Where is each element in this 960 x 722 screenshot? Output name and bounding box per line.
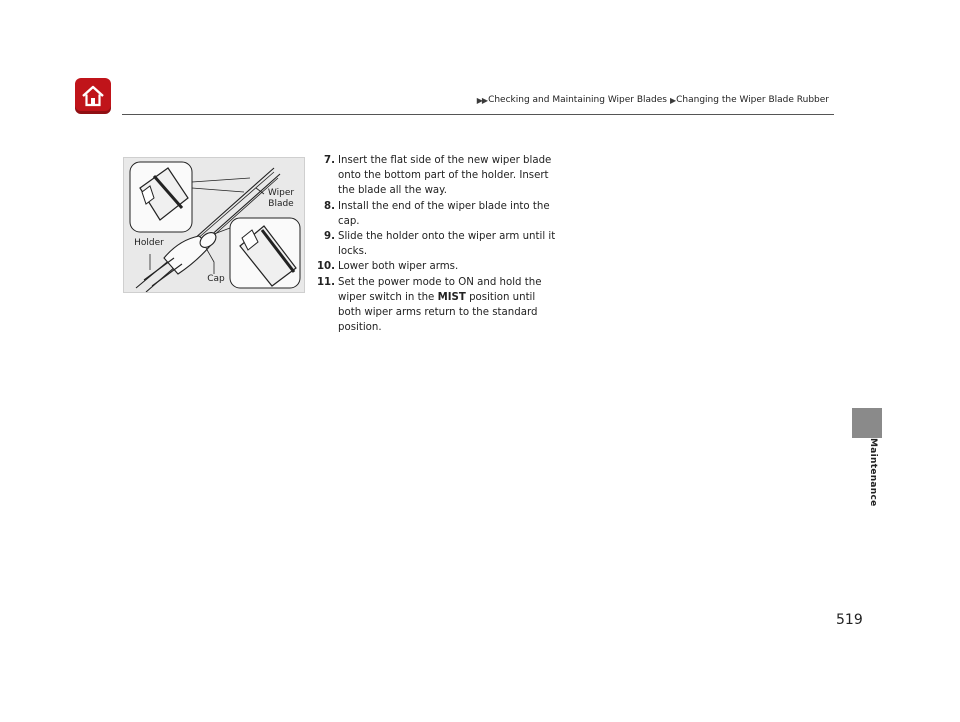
breadcrumb-item-changing-rubber[interactable]: Changing the Wiper Blade Rubber — [676, 95, 829, 105]
step-text: Lower both wiper arms. — [338, 261, 459, 273]
step-number: 11. — [316, 276, 335, 288]
step-number: 10. — [316, 261, 335, 273]
step-text-before: Set the power mode to ON and hold the wiper switch in the — [338, 276, 542, 303]
step-number: 7. — [324, 155, 335, 166]
triangle-right-icon: ▶ — [669, 95, 676, 105]
section-tab-label: Maintenance — [868, 438, 878, 507]
section-tab[interactable] — [852, 408, 882, 438]
wiper-blade-label-line1: Wiper — [267, 188, 295, 198]
step-7 — [310, 153, 560, 199]
page-number: 519 — [836, 612, 863, 628]
mist-position-term: MIST — [437, 291, 466, 303]
wiper-blade-label — [264, 188, 298, 210]
wiper-blade-illustration — [123, 157, 305, 293]
step-9 — [310, 229, 560, 259]
step-text: Insert the flat side of the new wiper blade onto the bottom part of the holder. Insert the blade all the way. — [338, 155, 552, 197]
breadcrumb-item-wiper-blades[interactable]: Checking and Maintaining Wiper Blades — [488, 95, 667, 105]
step-text: Slide the holder onto the wiper arm until it locks. — [338, 231, 556, 258]
holder-label: Holder — [134, 238, 164, 248]
triangle-right-icon: ▶▶ — [476, 95, 488, 105]
step-text: Install the end of the wiper blade into the cap. — [338, 200, 550, 227]
step-number: 8. — [324, 200, 335, 212]
step-10 — [310, 259, 560, 274]
section-tab-label-wrap — [838, 438, 898, 507]
step-8 — [310, 199, 560, 229]
wiper-blade-label-line2: Blade — [268, 199, 294, 209]
breadcrumb — [477, 95, 832, 105]
home-icon — [80, 83, 106, 109]
home-button[interactable] — [75, 78, 111, 114]
wiper-diagram — [124, 158, 304, 292]
cap-label: Cap — [207, 274, 225, 284]
step-11 — [310, 275, 560, 336]
header-divider — [122, 114, 834, 115]
step-text-after: position until both wiper arms return to the standard position. — [338, 291, 538, 334]
step-number: 9. — [324, 231, 335, 243]
instruction-steps — [310, 153, 560, 335]
